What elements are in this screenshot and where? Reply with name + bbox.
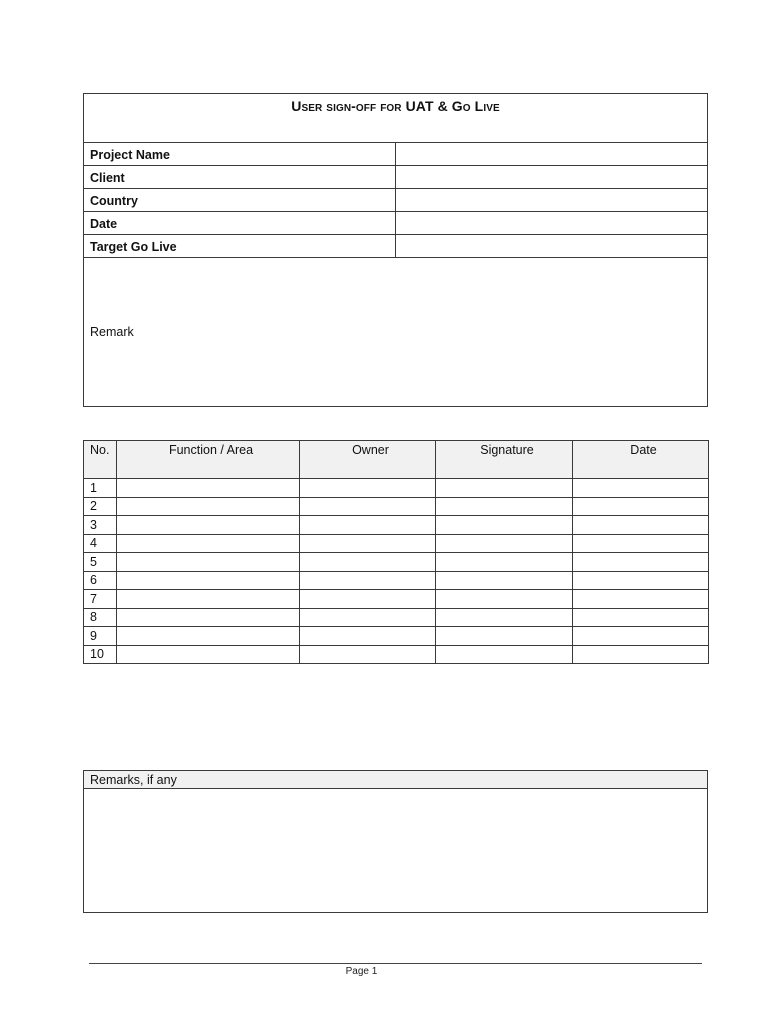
remarks-body[interactable] bbox=[84, 789, 708, 913]
target-go-live-label: Target Go Live bbox=[84, 235, 396, 258]
target-go-live-field[interactable] bbox=[396, 235, 708, 258]
function-area-cell[interactable] bbox=[117, 534, 300, 553]
country-field[interactable] bbox=[396, 189, 708, 212]
function-area-cell[interactable] bbox=[117, 479, 300, 498]
function-area-cell[interactable] bbox=[117, 590, 300, 609]
form-row-country bbox=[84, 189, 708, 212]
form-row-date bbox=[84, 212, 708, 235]
owner-cell[interactable] bbox=[300, 516, 436, 535]
row-number: 7 bbox=[84, 590, 117, 609]
client-field[interactable] bbox=[396, 166, 708, 189]
function-area-cell[interactable] bbox=[117, 571, 300, 590]
date-label: Date bbox=[84, 212, 396, 235]
date-cell[interactable] bbox=[573, 571, 709, 590]
date-cell[interactable] bbox=[573, 627, 709, 646]
owner-cell[interactable] bbox=[300, 553, 436, 572]
row-number: 4 bbox=[84, 534, 117, 553]
table-row bbox=[84, 553, 709, 572]
owner-cell[interactable] bbox=[300, 497, 436, 516]
client-label: Client bbox=[84, 166, 396, 189]
project-name-label: Project Name bbox=[84, 143, 396, 166]
owner-cell[interactable] bbox=[300, 645, 436, 664]
table-row bbox=[84, 497, 709, 516]
form-row-project-name bbox=[84, 143, 708, 166]
remarks-header: Remarks, if any bbox=[84, 771, 708, 789]
signature-cell[interactable] bbox=[436, 497, 573, 516]
row-number: 9 bbox=[84, 627, 117, 646]
owner-cell[interactable] bbox=[300, 627, 436, 646]
owner-cell[interactable] bbox=[300, 479, 436, 498]
date-cell[interactable] bbox=[573, 516, 709, 535]
table-row bbox=[84, 627, 709, 646]
column-header-date: Date bbox=[573, 441, 709, 479]
function-area-cell[interactable] bbox=[117, 645, 300, 664]
function-area-cell[interactable] bbox=[117, 516, 300, 535]
date-cell[interactable] bbox=[573, 534, 709, 553]
signature-cell[interactable] bbox=[436, 627, 573, 646]
date-cell[interactable] bbox=[573, 553, 709, 572]
project-name-field[interactable] bbox=[396, 143, 708, 166]
row-number: 5 bbox=[84, 553, 117, 572]
date-field[interactable] bbox=[396, 212, 708, 235]
table-row bbox=[84, 534, 709, 553]
date-cell[interactable] bbox=[573, 590, 709, 609]
remark-cell[interactable] bbox=[84, 258, 708, 407]
form-row-client bbox=[84, 166, 708, 189]
owner-cell[interactable] bbox=[300, 534, 436, 553]
table-row bbox=[84, 645, 709, 664]
table-row bbox=[84, 608, 709, 627]
row-number: 10 bbox=[84, 645, 117, 664]
function-area-cell[interactable] bbox=[117, 497, 300, 516]
form-row-target-go-live bbox=[84, 235, 708, 258]
row-number: 8 bbox=[84, 608, 117, 627]
signature-cell[interactable] bbox=[436, 571, 573, 590]
signoff-table-body bbox=[84, 479, 709, 664]
owner-cell[interactable] bbox=[300, 571, 436, 590]
remarks-body-row bbox=[84, 789, 708, 913]
row-number: 6 bbox=[84, 571, 117, 590]
date-cell[interactable] bbox=[573, 608, 709, 627]
table-row bbox=[84, 516, 709, 535]
signoff-table bbox=[83, 440, 709, 664]
signature-cell[interactable] bbox=[436, 608, 573, 627]
column-header-owner: Owner bbox=[300, 441, 436, 479]
signature-cell[interactable] bbox=[436, 516, 573, 535]
owner-cell[interactable] bbox=[300, 590, 436, 609]
column-header-no: No. bbox=[84, 441, 117, 479]
row-number: 1 bbox=[84, 479, 117, 498]
date-cell[interactable] bbox=[573, 645, 709, 664]
row-number: 2 bbox=[84, 497, 117, 516]
signature-cell[interactable] bbox=[436, 553, 573, 572]
function-area-cell[interactable] bbox=[117, 553, 300, 572]
date-cell[interactable] bbox=[573, 497, 709, 516]
table-row bbox=[84, 590, 709, 609]
remark-label: Remark bbox=[90, 325, 134, 339]
signoff-form bbox=[83, 93, 708, 407]
function-area-cell[interactable] bbox=[117, 608, 300, 627]
remarks-box bbox=[83, 770, 708, 913]
signature-cell[interactable] bbox=[436, 534, 573, 553]
table-row bbox=[84, 571, 709, 590]
signature-cell[interactable] bbox=[436, 479, 573, 498]
column-header-function-area: Function / Area bbox=[117, 441, 300, 479]
footer-divider bbox=[89, 963, 702, 964]
owner-cell[interactable] bbox=[300, 608, 436, 627]
signoff-header-row bbox=[84, 441, 709, 479]
remarks-header-row bbox=[84, 771, 708, 789]
form-title: User sign-off for UAT & Go Live bbox=[291, 98, 500, 114]
form-row-remark bbox=[84, 258, 708, 407]
function-area-cell[interactable] bbox=[117, 627, 300, 646]
country-label: Country bbox=[84, 189, 396, 212]
page-number: Page 1 bbox=[345, 966, 378, 977]
signature-cell[interactable] bbox=[436, 590, 573, 609]
row-number: 3 bbox=[84, 516, 117, 535]
form-title-row bbox=[84, 94, 708, 143]
table-row bbox=[84, 479, 709, 498]
signature-cell[interactable] bbox=[436, 645, 573, 664]
date-cell[interactable] bbox=[573, 479, 709, 498]
form-title-cell bbox=[84, 94, 708, 143]
column-header-signature: Signature bbox=[436, 441, 573, 479]
